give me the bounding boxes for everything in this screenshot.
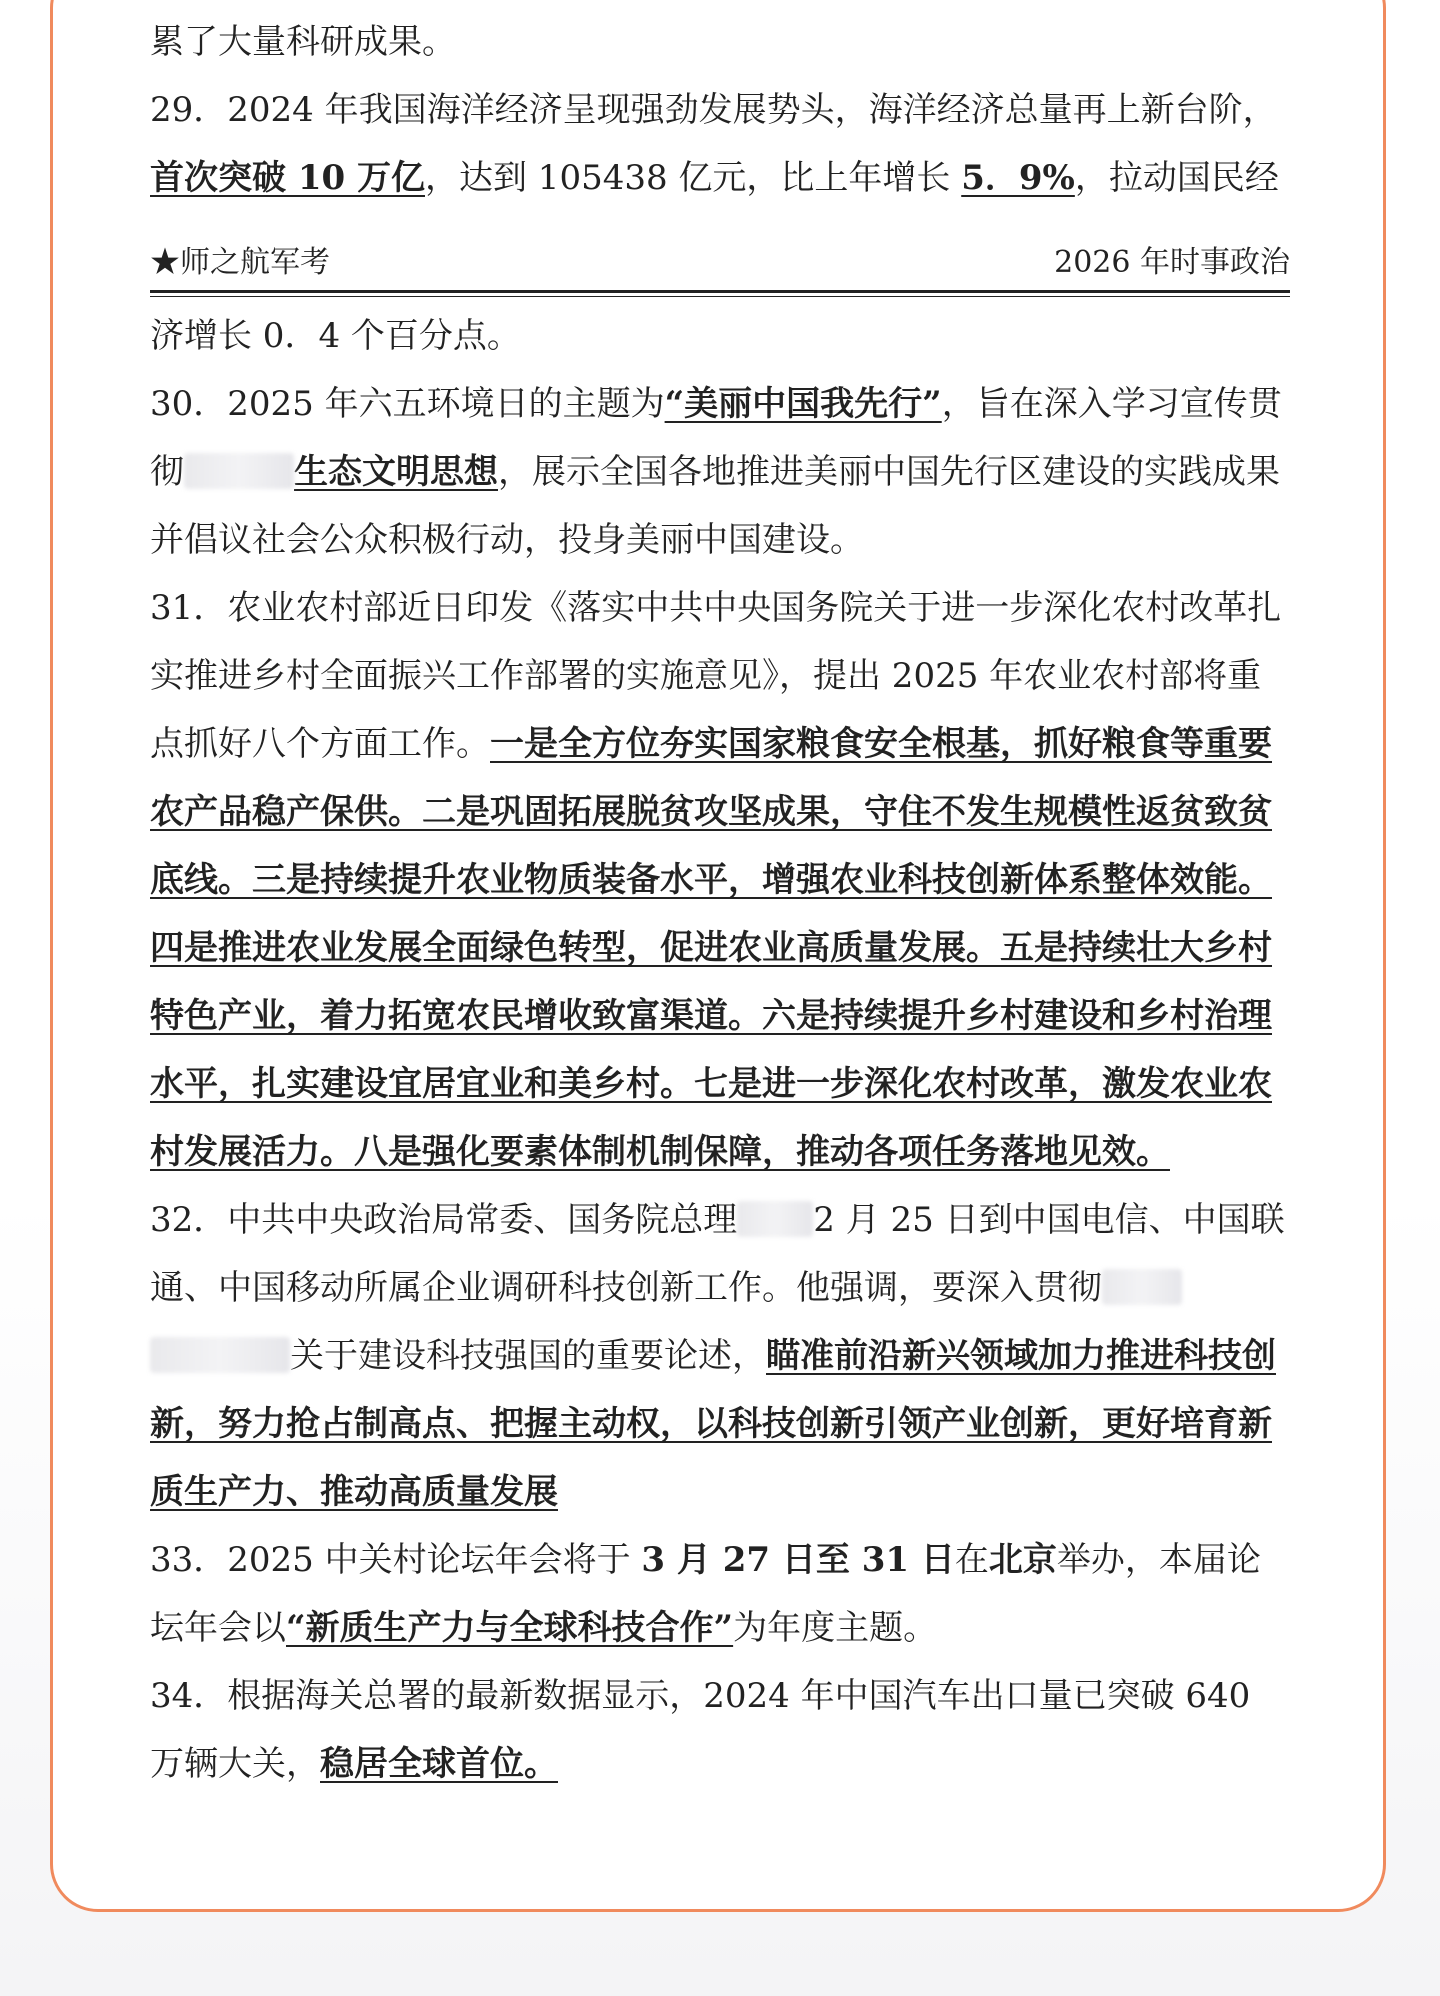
item-33: 33．2025 中关村论坛年会将于 3 月 27 日至 31 日在北京举办，本届论坛年会以“新质生产力与全球科技合作”为年度主题。 xyxy=(150,1540,1261,1648)
header-rule-thin xyxy=(150,296,1290,297)
item-29: 29．2024 年我国海洋经济呈现强劲发展势头，海洋经济总量再上新台阶，首次突破 10 万亿，达到 105438 亿元，比上年增长 5．9%，拉动国民经 xyxy=(150,90,1279,198)
highlight-dates: 3 月 27 日至 31 日 xyxy=(641,1540,955,1580)
header-left: ★师之航军考 xyxy=(150,245,330,280)
item-29-tail: 济增长 0．4 个百分点。 xyxy=(150,316,521,356)
top-text-block xyxy=(150,8,1290,212)
line-prev-end: 累了大量科研成果。 xyxy=(150,22,456,62)
highlight-eight-tasks: 一是全方位夯实国家粮食安全根基，抓好粮食等重要农产品稳产保供。二是巩固拓展脱贫攻坚成果，守住不发生规模性返贫致贫底线。三是持续提升农业物质装备水平，增强农业科技创新体系整体效能。四是推进农业发展全面绿色转型，促进农业高质量发展。五是持续壮大乡村特色产业，着力拓宽农民增收致富渠道。六是持续提升乡村建设和乡村治理水平，扎实建设宜居宜业和美乡村。七是进一步深化农村改革，激发农业农村发展活力。八是强化要素体制机制保障，推动各项任务落地见效。 xyxy=(150,724,1272,1172)
highlight-global-first: 稳居全球首位。 xyxy=(320,1744,558,1784)
item-30: 30．2025 年六五环境日的主题为“美丽中国我先行”，旨在深入学习宣传贯彻 生态文明思想，展示全国各地推进美丽中国先行区建设的实践成果并倡议社会公众积极行动，投身美丽中国建设。 xyxy=(150,384,1282,560)
highlight-growth-rate: 5．9% xyxy=(961,158,1075,198)
page-header xyxy=(150,240,1290,298)
header-rule-thick xyxy=(150,290,1290,293)
highlight-forum-theme: “新质生产力与全球科技合作” xyxy=(286,1608,734,1648)
main-text-block xyxy=(150,302,1290,1798)
item-32: 32．中共中央政治局常委、国务院总理 2 月 25 日到中国电信、中国联通、中国移动所属企业调研科技创新工作。他强调，要深入贯彻关于建设科技强国的重要论述，瞄准前沿新兴领域加力推进科技创新，努力抢占制高点、把握主动权，以科技创新引领产业创新，更好培育新质生产力、推动高质量发展 xyxy=(150,1200,1285,1512)
redacted-name xyxy=(150,1337,290,1373)
item-34: 34．根据海关总署的最新数据显示，2024 年中国汽车出口量已突破 640 万辆大关，稳居全球首位。 xyxy=(150,1676,1251,1784)
redacted-name xyxy=(184,453,294,489)
redacted-name xyxy=(737,1201,813,1237)
item-31: 31．农业农村部近日印发《落实中共中央国务院关于进一步深化农村改革扎实推进乡村全面振兴工作部署的实施意见》，提出 2025 年农业农村部将重点抓好八个方面工作。一是全方位夯实国家粮食安全根基，抓好粮食等重要农产品稳产保供。二是巩固拓展脱贫攻坚成果，守住不发生规模性返贫致贫底线。三是持续提升农业物质装备水平，增强农业科技创新体系整体效能。四是推进农业发展全面绿色转型，促进农业高质量发展。五是持续壮大乡村特色产业，着力拓宽农民增收致富渠道。六是持续提升乡村建设和乡村治理水平，扎实建设宜居宜业和美乡村。七是进一步深化农村改革，激发农业农村发展活力。八是强化要素体制机制保障，推动各项任务落地见效。 xyxy=(150,588,1282,1172)
highlight-first-breakthrough: 首次突破 10 万亿 xyxy=(150,158,425,198)
highlight-theme: “美丽中国我先行” xyxy=(664,384,942,424)
redacted-name xyxy=(1102,1269,1182,1305)
highlight-tech-innovation: 瞄准前沿新兴领域加力推进科技创新，努力抢占制高点、把握主动权，以科技创新引领产业创新，更好培育新质生产力、推动高质量发展 xyxy=(150,1336,1276,1512)
header-right: 2026 年时事政治 xyxy=(1054,245,1290,280)
highlight-eco-thought: 生态文明思想 xyxy=(294,452,498,492)
highlight-city: 北京 xyxy=(988,1540,1057,1580)
